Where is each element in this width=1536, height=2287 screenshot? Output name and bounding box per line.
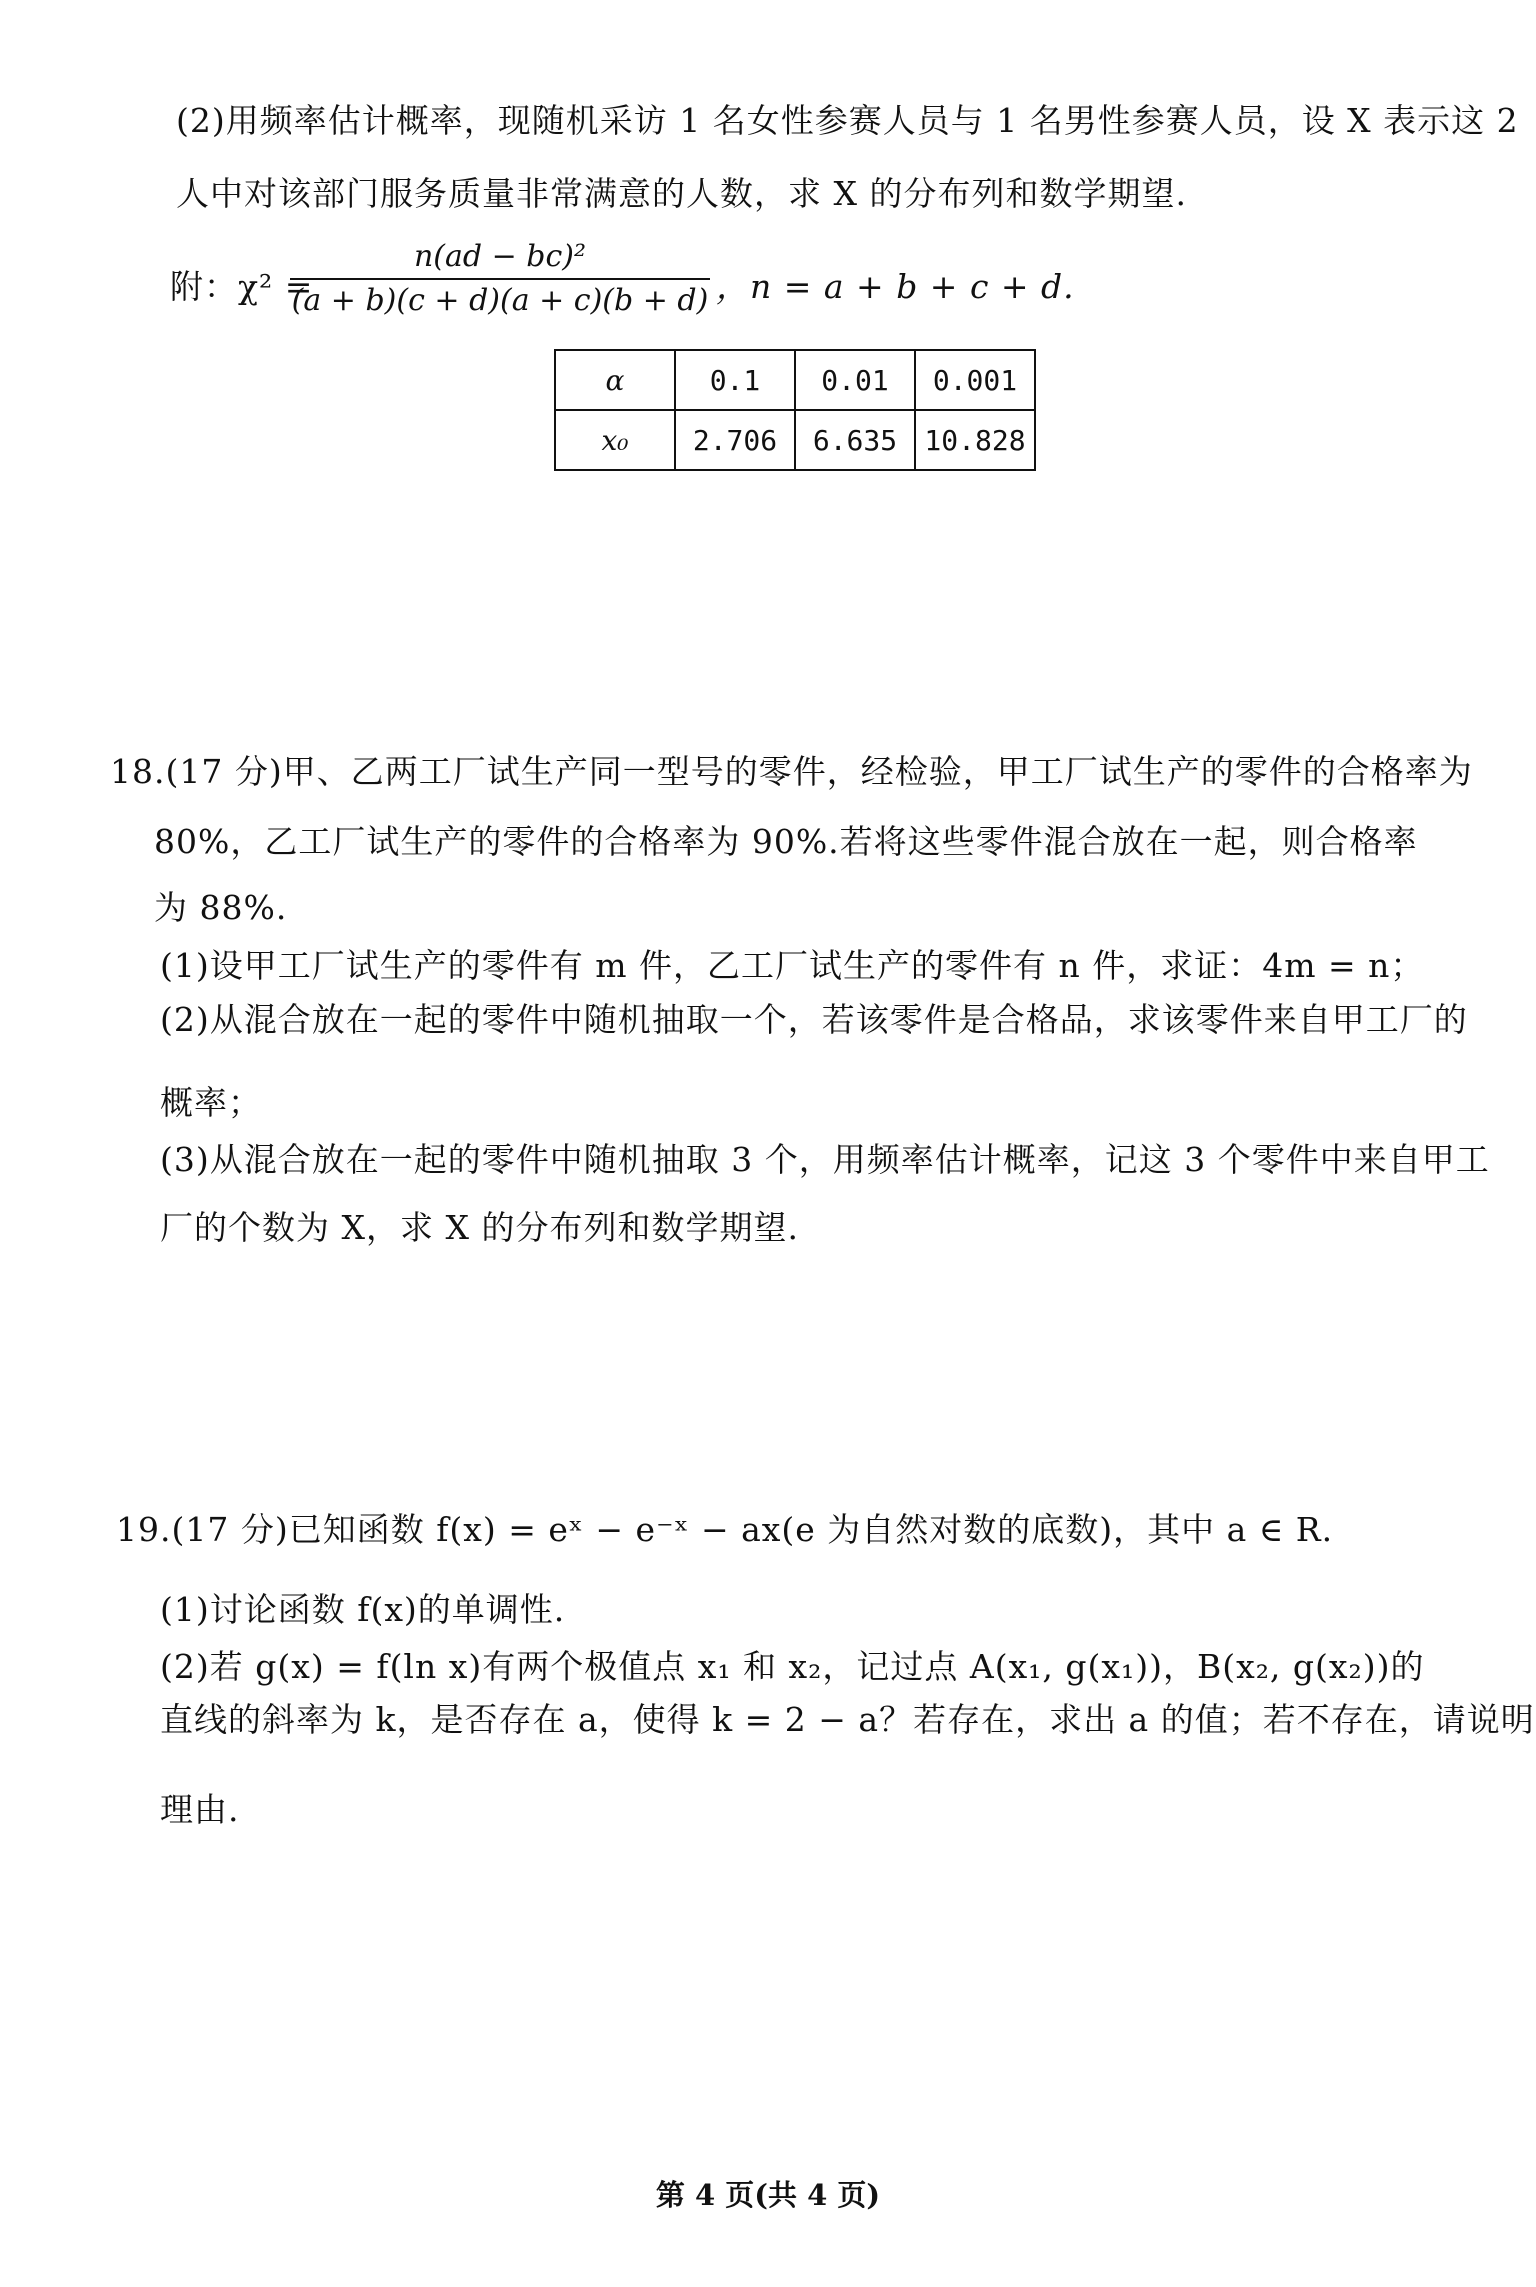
table-cell: 0.01	[795, 350, 915, 410]
table-cell: 0.001	[915, 350, 1035, 410]
q17-part2-line1: (2)用频率估计概率，现随机采访 1 名女性参赛人员与 1 名男性参赛人员，设 X 表示这 2	[176, 101, 1519, 140]
critical-value-table	[554, 349, 1036, 471]
appendix-suffix: ，n = a + b + c + d.	[716, 267, 1075, 306]
table-row	[555, 350, 1035, 410]
q19-part2-line1: (2)若 g(x) = f(ln x)有两个极值点 x₁ 和 x₂，记过点 A(x₁, g(x₁))，B(x₂, g(x₂))的	[160, 1647, 1425, 1686]
q18-line1: 18.(17 分)甲、乙两工厂试生产同一型号的零件，经检验，甲工厂试生产的零件的合格率为	[110, 752, 1473, 791]
table-header-alpha: α	[555, 350, 675, 410]
table-cell: 2.706	[675, 410, 795, 470]
q18-part2-line1: (2)从混合放在一起的零件中随机抽取一个，若该零件是合格品，求该零件来自甲工厂的	[160, 1000, 1468, 1039]
q19-line1: 19.(17 分)已知函数 f(x) = eˣ − e⁻ˣ − ax(e 为自然对数的底数)，其中 a ∈ R.	[116, 1510, 1334, 1549]
table-row	[555, 410, 1035, 470]
q18-part3-line1: (3)从混合放在一起的零件中随机抽取 3 个，用频率估计概率，记这 3 个零件中来自甲工	[160, 1140, 1490, 1179]
table-cell: 6.635	[795, 410, 915, 470]
table-header-x: x₀	[555, 410, 675, 470]
q19-part1: (1)讨论函数 f(x)的单调性.	[160, 1590, 566, 1629]
q18-part1: (1)设甲工厂试生产的零件有 m 件，乙工厂试生产的零件有 n 件，求证：4m = n；	[160, 946, 1425, 985]
appendix-label: 附：χ² =	[170, 267, 314, 306]
q19-part2-line3: 理由.	[160, 1790, 240, 1829]
fraction-denominator: (a + b)(c + d)(a + c)(b + d)	[291, 283, 709, 318]
fraction-bar	[290, 278, 710, 280]
q18-line3: 为 88%.	[154, 888, 288, 927]
q17-part2-line2: 人中对该部门服务质量非常满意的人数，求 X 的分布列和数学期望.	[176, 174, 1187, 213]
chi-square-fraction	[290, 238, 710, 320]
q18-part3-line2: 厂的个数为 X，求 X 的分布列和数学期望.	[160, 1208, 799, 1247]
table-cell: 10.828	[915, 410, 1035, 470]
table-cell: 0.1	[675, 350, 795, 410]
q18-line2: 80%，乙工厂试生产的零件的合格率为 90%.若将这些零件混合放在一起，则合格率	[154, 822, 1418, 861]
page-footer: 第 4 页(共 4 页)	[655, 2178, 881, 2212]
q18-part2-line2: 概率；	[160, 1083, 262, 1122]
fraction-numerator: n(ad − bc)²	[413, 239, 587, 274]
q19-part2-line2: 直线的斜率为 k，是否存在 a，使得 k = 2 − a？若存在，求出 a 的值；若不存在，请说明	[160, 1700, 1535, 1739]
